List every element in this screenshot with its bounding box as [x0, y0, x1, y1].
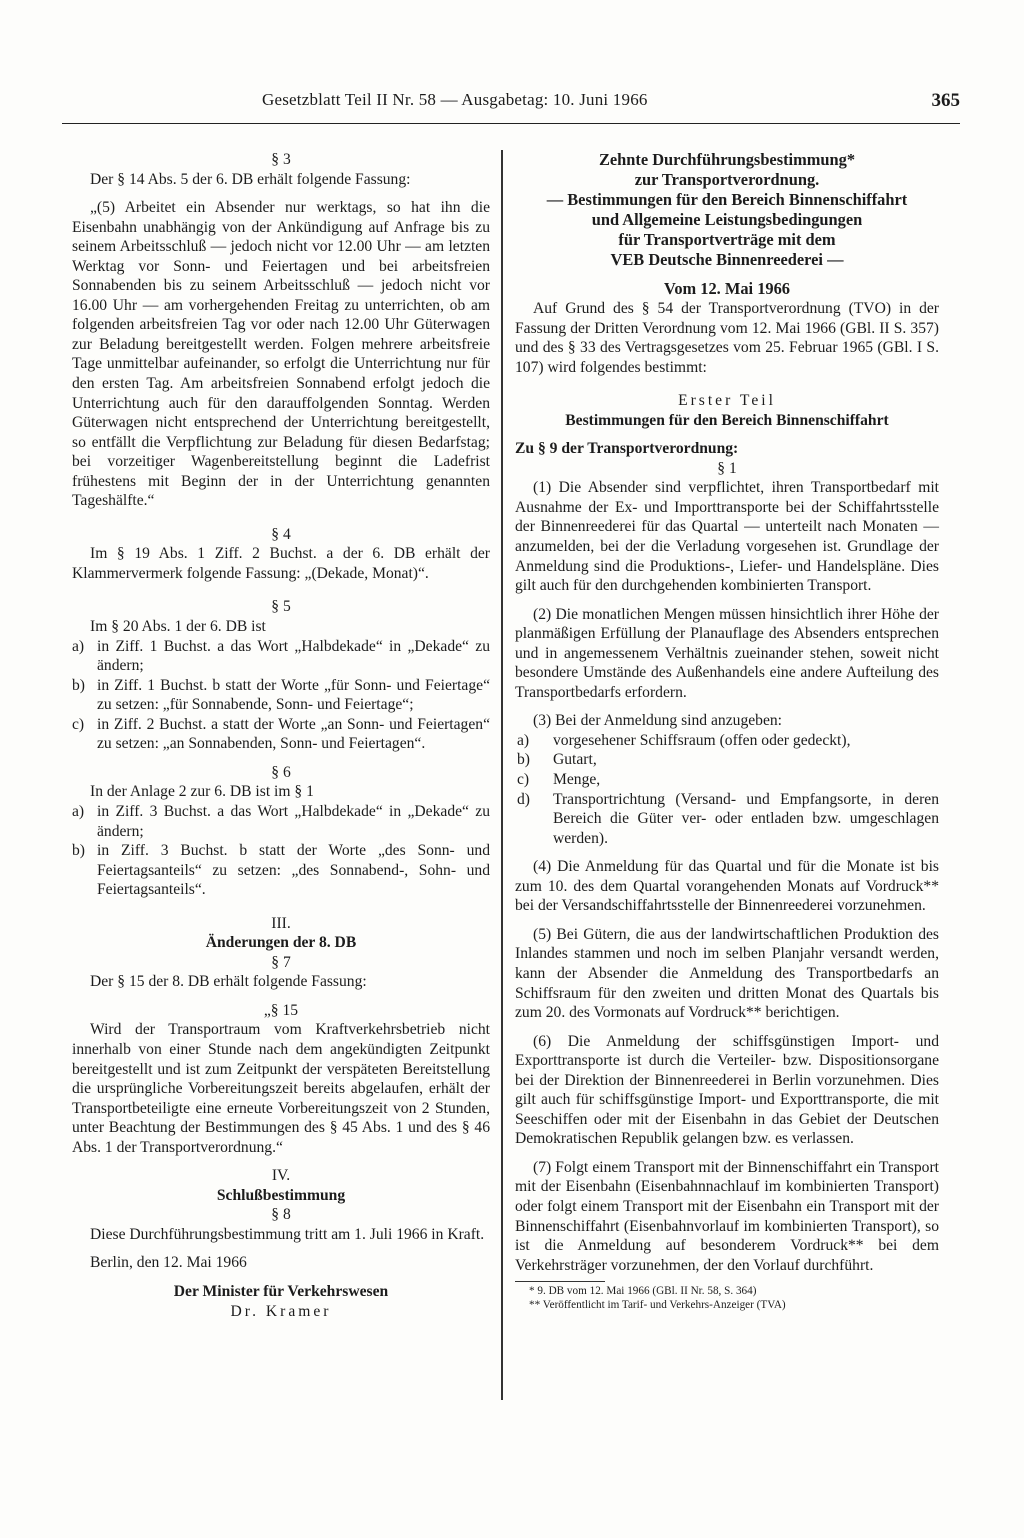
paragraph: In der Anlage 2 zur 6. DB ist im § 1	[90, 783, 314, 801]
list-item-text: in Ziff. 2 Buchst. a statt der Worte „an Sonn- und Feiertagen“ zu setzen: „an Sonnabenden, Sonn- und Feiertagen“.	[97, 715, 490, 753]
list-item-label: a)	[517, 731, 530, 749]
list-item-text: Menge,	[553, 771, 601, 789]
footnote-rule	[515, 1281, 605, 1282]
paragraph: (1) Die Absender sind verpflichtet, ihren Transportbedarf mit Ausnahme der Ex- und Importtransporte bei der Schiffahrtsstelle der Binnenreederei für das Quartal — unterteilt nach Monaten — anzumelden, bei der die Verladung vorgesehen ist. Grundlage der Anmeldung sind die Produktions-, Liefer- und Handelspläne. Dies gilt auch für den durchgehenden kombinierten Transport.	[515, 479, 939, 595]
footnote: ** Veröffentlicht im Tarif- und Verkehrs-Anzeiger (TVA)	[529, 1299, 786, 1312]
list-item	[515, 731, 939, 751]
list-item-text: Transportrichtung (Versand- und Empfangsorte, in deren Bereich die Güter ver- oder entladen bzw. umgeschlagen werden).	[553, 790, 939, 847]
list-item	[515, 790, 939, 849]
page-number: 365	[931, 90, 960, 111]
list-item	[72, 715, 490, 754]
column-divider	[501, 150, 503, 1400]
paragraph: (3) Bei der Anmeldung sind anzugeben:	[533, 712, 783, 730]
section-heading: § 4	[271, 525, 291, 543]
part-label: Erster Teil	[678, 392, 776, 410]
subsection-heading: Zu § 9 der Transportverordnung:	[515, 440, 739, 458]
title-line: zur Transportverordnung.	[634, 170, 820, 189]
list-item-label: b)	[517, 751, 530, 769]
paragraph: Im § 19 Abs. 1 Ziff. 2 Buchst. a der 6. DB erhält der Klammervermerk folgende Fassung: „(Dekade, Monat)“.	[72, 545, 490, 582]
paragraph: Der § 14 Abs. 5 der 6. DB erhält folgende Fassung:	[90, 170, 411, 188]
title-line: und Allgemeine Leistungsbedingungen	[591, 210, 863, 229]
signer-name: Dr. Kramer	[230, 1302, 332, 1320]
list-item	[72, 841, 490, 900]
list-item-label: b)	[72, 842, 85, 860]
section-heading: § 6	[271, 763, 291, 781]
section-heading: § 7	[271, 953, 291, 971]
list-item-label: c)	[72, 715, 85, 733]
section-heading: § 5	[271, 598, 291, 616]
list-item-label: d)	[517, 790, 530, 808]
title-line: für Transportverträge mit dem	[618, 230, 836, 249]
list-item-label: a)	[72, 802, 85, 820]
list-item-text: in Ziff. 1 Buchst. a das Wort „Halbdekade“ in „Dekade“ zu ändern;	[97, 637, 490, 675]
list-item-label: a)	[72, 637, 85, 655]
list-item	[72, 676, 490, 715]
part-number: IV.	[271, 1167, 291, 1185]
list-item	[515, 750, 939, 770]
part-title: Bestimmungen für den Bereich Binnenschiffahrt	[565, 411, 889, 429]
document-title	[515, 150, 939, 270]
paragraph: (2) Die monatlichen Mengen müssen hinsichtlich ihrer Höhe der planmäßigen Erfüllung der Planauflage des Absenders entsprechen und in angemessenem Verhältnis zueinander stehen, soweit nicht besondere Umstände des Außenhandels eine andere Aufteilung des Transportbedarfs erfordern.	[515, 605, 939, 701]
list-item-label: b)	[72, 676, 85, 694]
part-number: III.	[271, 914, 291, 932]
footnote: * 9. DB vom 12. Mai 1966 (GBl. II Nr. 58, S. 364)	[529, 1285, 757, 1298]
list-item	[72, 637, 490, 676]
left-column	[72, 150, 490, 1321]
part-title: Änderungen der 8. DB	[205, 934, 357, 952]
paragraph: (7) Folgt einem Transport mit der Binnenschiffahrt ein Transport mit der Eisenbahn (Eisenbahnnachlauf im kombinierten Transport) oder folgt einem Transport mit der Eisenbahn ein Transport mit der Binnenschiffahrt (Eisenbahnvorlauf im kombinierten Transport), so ist die Anmeldung auf besonderem Vordruck** bei dem Verkehrsträger vorzunehmen, der den Vorlauf durchführt.	[515, 1158, 939, 1274]
quoted-paragraph: Wird der Transportraum vom Kraftverkehrsbetrieb nicht innerhalb von einer Stunde nach dem angekündigten Zeitpunkt bereitgestellt und ist zum Zeitpunkt der verspäteten Bereitstellung die ursprüngliche Vorbereitungszeit bereits abgelaufen, erhält der Transportbeteiligte eine erneute Vorbereitungszeit von 2 Stunden, unter Beachtung der Bestimmungen des § 45 Abs. 1 und des § 46 Abs. 1 der Transportverordnung.“	[72, 1021, 490, 1156]
list-item-text: in Ziff. 1 Buchst. b statt der Worte „für Sonn- und Feiertage“ zu setzen: „für Sonnabende, Sonn- und Feiertage“;	[97, 676, 490, 714]
quoted-paragraph: „(5) Arbeitet ein Absender nur werktags, so hat ihn die Eisenbahn unabhängig von der Ankündigung auf Anfrage bis zu seinem Arbeitsschluß — jedoch nicht vor 12.00 Uhr — am letzten Werktag vor Sonn- und Feiertagen und bei arbeitsfreien Sonnabenden bis zu seinem Arbeitsschluß — jedoch nicht vor 16.00 Uhr — am vorhergehenden Freitag zu unterrichten, ob am folgenden arbeitsfreien Tag vor oder nach 12.00 Uhr Güterwagen zur Beladung bereitgestellt werden. Folgen mehrere arbeitsfreie Tage unmittelbar aufeinander, so erfolgt die Unterrichtung nur für den ersten Tag. Am arbeitsfreien Sonnabend erfolgt jedoch die Unterrichtung auch für den darauffolgenden Sonntag. Werden Güterwagen nicht entsprechend der Unterrichtung bereitgestellt, so entfällt die Verpflichtung zur Beladung für diesen Bedarfstag; bei vorzeitiger Wagenbereitstellung beginnt die Ladefrist frühestens mit Beginn der in der Unterrichtung genannten Tageshälfte.“	[72, 199, 490, 510]
right-column	[515, 150, 939, 1312]
paragraph: (6) Die Anmeldung der schiffsgünstigen Import- und Exporttransporte ist durch die Verteiler- bzw. Dispositionsorgane bei der Direktion der Binnenreederei in Berlin vorzunehmen. Dies gilt auch für schiffsgünstige Import- und Exporttransporte, die mit Seeschiffen oder mit der Eisenbahn in das Gebiet der Deutschen Demokratischen Republik gelangen bzw. es verlassen.	[515, 1032, 939, 1148]
paragraph: (5) Bei Gütern, die aus der landwirtschaftlichen Produktion des Inlandes stammen und noch im selben Planjahr versandt werden, kann der Absender die Anmeldung des Transportbedarfs an Schiffsraum für den zweiten und dritten Monat des Quartals bis zum 20. des Vormonats auf Vordruck** berichtigen.	[515, 925, 939, 1022]
date-line: Berlin, den 12. Mai 1966	[90, 1254, 247, 1272]
signer-title: Der Minister für Verkehrswesen	[173, 1282, 389, 1300]
list-item	[72, 802, 490, 841]
list-item	[515, 770, 939, 790]
section-heading: § 3	[271, 151, 291, 168]
section-heading: § 1	[717, 459, 737, 477]
list-item-text: in Ziff. 3 Buchst. b statt der Worte „des Sonn- und Feiertagsanteils“ zu setzen: „des Sonnabend-, Sohn- und Feiertagsanteils“.	[97, 842, 490, 899]
title-line: Zehnte Durchführungsbestimmung*	[598, 150, 856, 169]
section-heading: § 8	[271, 1206, 291, 1224]
running-title: Gesetzblatt Teil II Nr. 58 — Ausgabetag: 10. Juni 1966	[262, 90, 648, 109]
title-line: VEB Deutsche Binnenreederei —	[610, 250, 844, 269]
paragraph: Der § 15 der 8. DB erhält folgende Fassung:	[90, 973, 367, 991]
paragraph: Diese Durchführungsbestimmung tritt am 1. Juli 1966 in Kraft.	[90, 1225, 485, 1243]
list-item-text: vorgesehener Schiffsraum (offen oder gedeckt),	[553, 731, 851, 749]
page-header	[62, 86, 960, 124]
list-item-text: in Ziff. 3 Buchst. a das Wort „Halbdekade“ in „Dekade“ zu ändern;	[97, 802, 490, 840]
preamble: Auf Grund des § 54 der Transportverordnung (TVO) in der Fassung der Dritten Verordnung vom 12. Mai 1966 (GBl. II S. 357) und des § 33 des Vertragsgesetzes vom 25. Februar 1965 (GBl. I S. 107) wird folgendes bestimmt:	[515, 300, 939, 376]
list-item-text: Gutart,	[553, 751, 597, 769]
paragraph: (4) Die Anmeldung für das Quartal und für die Monate ist bis zum 10. des dem Quartal vorangehenden Monats auf Vordruck** bei der Versandschiffahrtsstelle der Binnenreederei vorzunehmen.	[515, 858, 939, 915]
paragraph: Im § 20 Abs. 1 der 6. DB ist	[90, 618, 266, 636]
title-line: — Bestimmungen für den Bereich Binnenschiffahrt	[546, 190, 908, 209]
list-item-label: c)	[517, 771, 530, 789]
quoted-section-heading: „§ 15	[263, 1001, 299, 1019]
part-title: Schlußbestimmung	[216, 1186, 346, 1204]
document-date: Vom 12. Mai 1966	[664, 279, 790, 298]
